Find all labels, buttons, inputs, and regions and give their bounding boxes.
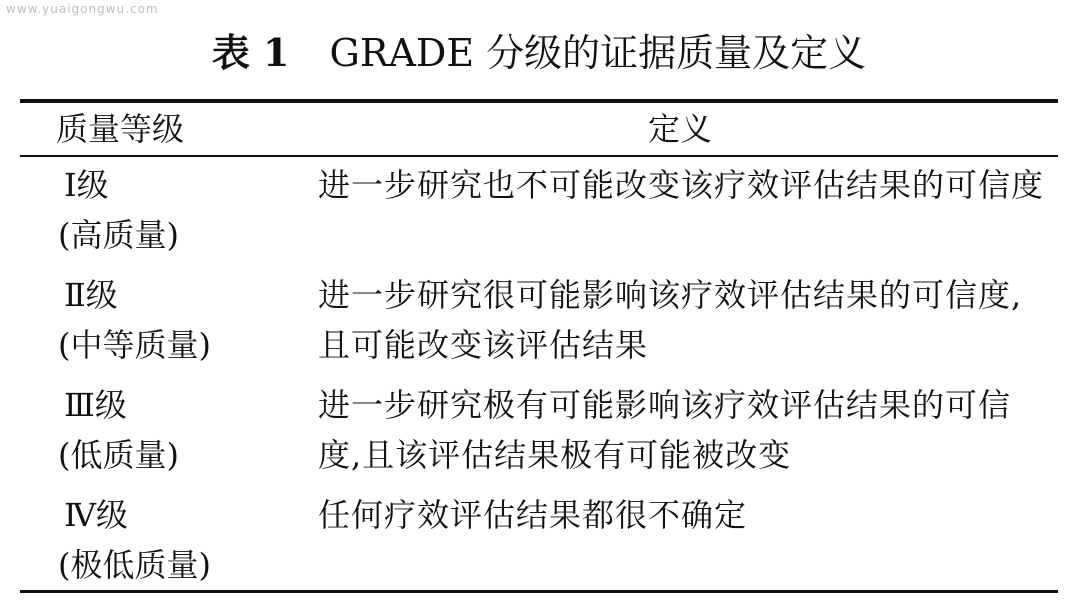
definition-cell: 进一步研究极有可能影响该疗效评估结果的可信度,且该评估结果极有可能被改变 bbox=[318, 386, 1012, 474]
watermark: www.yuaigongwu.com bbox=[6, 2, 159, 16]
grade-cell bbox=[58, 160, 298, 260]
grade-cell bbox=[58, 270, 298, 370]
header-quality-grade: 质量等级 bbox=[56, 110, 185, 148]
grade-level: Ⅲ级 bbox=[64, 386, 127, 424]
header-rule bbox=[20, 155, 1058, 157]
table-caption: GRADE 分级的证据质量及定义 bbox=[329, 31, 867, 75]
table-label: 表 1 bbox=[211, 30, 290, 75]
table-title bbox=[0, 28, 1078, 78]
grade-level: Ⅳ级 bbox=[64, 496, 128, 534]
grade-quality: (中等质量) bbox=[58, 326, 211, 364]
table-header bbox=[20, 103, 1058, 155]
grade-cell bbox=[58, 380, 298, 480]
definition-cell: 进一步研究很可能影响该疗效评估结果的可信度,且可能改变该评估结果 bbox=[318, 276, 1023, 364]
definition-cell: 任何疗效评估结果都很不确定 bbox=[318, 496, 748, 534]
grade-level: Ⅱ级 bbox=[64, 276, 118, 314]
grade-level: Ⅰ级 bbox=[64, 166, 109, 204]
header-definition: 定义 bbox=[648, 110, 713, 148]
definition-cell: 进一步研究也不可能改变该疗效评估结果的可信度 bbox=[318, 166, 1045, 204]
grade-quality: (极低质量) bbox=[58, 546, 211, 584]
grade-quality: (高质量) bbox=[58, 216, 179, 254]
grade-cell bbox=[58, 490, 298, 590]
grade-quality: (低质量) bbox=[58, 436, 179, 474]
bottom-rule bbox=[20, 590, 1058, 593]
